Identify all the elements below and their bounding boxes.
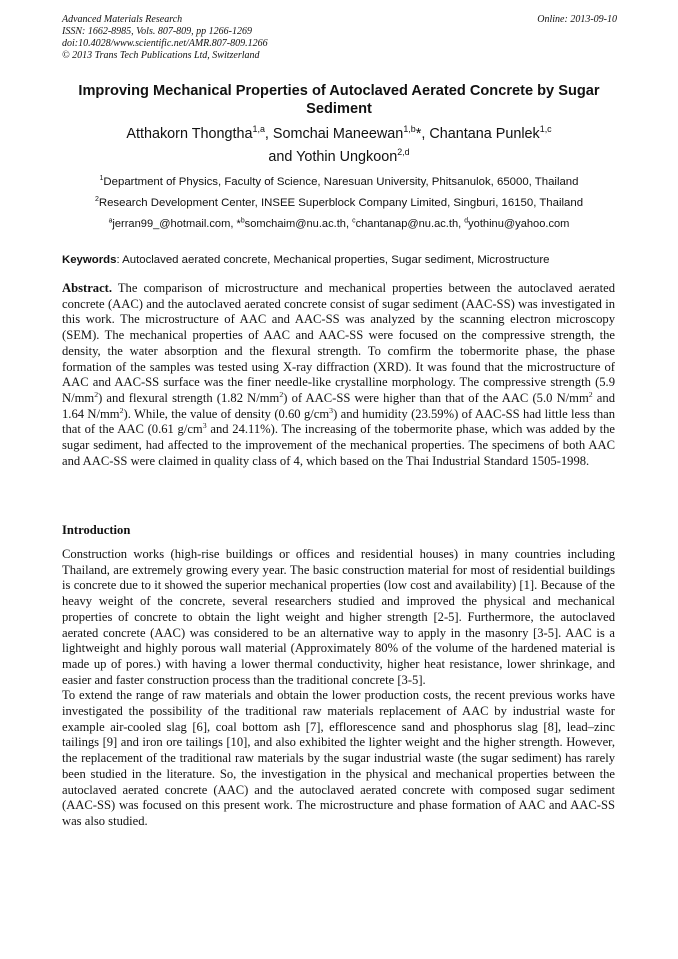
affiliation-number: 2 [94, 196, 99, 204]
keywords-line [62, 253, 618, 267]
abstract-text: The comparison of microstructure and mechanical properties between the autoclaved aerated concrete (AAC) and the autoclaved aerated concrete consist of sugar sediment (AAC-SS) was investigated in this work. The microstructure of AAC and AAC-SS was analyzed by the scanning electron microscopy (SEM). The mechanical properties of AAC and AAC-SS were focused on the compressive strength, the density, the water absorption and the flexural strength. To comfirm the tobermorite phase, the phase formation of the samples was tested using X-ray diffraction (XRD). It was found that the microstructure of AAC and AAC-SS surface was the finer needle-like crystalline morphology. The compressive strength (5.9 N/mm [62, 281, 615, 405]
introduction-paragraph: Construction works (high-rise buildings or offices and residential houses) in many countries including Thailand, are extremely growing every year. The basic construction material for most of residential buildings is concrete due to it showed the superior mechanical properties (low cost and availability) [1]. Because of the heavy weight of the concrete, several researchers studied and improved the physical and mechanical properties of concrete to obtain the light weight and higher strength [2-5]. Furthermore, the autoclaved aerated concrete (AAC) was considered to be an alternative way to apply in the masonry [3-5]. AAC is a lightweight and highly porous wall material (Approximately 80% of the volume of the hardened material is made up of pores.) with having a lower thermal conductivity, higher heat resistance, lower shrinkage, and easier and faster construction process than the traditional concrete [3-5]. [62, 547, 615, 687]
introduction-section [62, 547, 615, 830]
abstract-paragraph [62, 281, 615, 469]
email-mark: a [108, 217, 113, 225]
corresponding-author-mark: * [415, 126, 422, 142]
superscript: 3 [202, 421, 207, 431]
superscript: 2 [94, 389, 99, 399]
introduction-heading: Introduction [62, 523, 131, 537]
email-address[interactable]: chantanap@nu.ac.th, [355, 218, 465, 230]
affiliation-number: 1 [99, 175, 104, 183]
affiliation-2 [62, 196, 616, 210]
affiliation-1 [62, 175, 616, 189]
email-list [62, 217, 616, 231]
author-list [62, 123, 616, 169]
abstract-text: ) and humidity (23.59%) of AAC-SS had little less than that of the AAC (0.61 g/cm [62, 406, 616, 437]
abstract-text: and 1.64 N/mm [62, 390, 615, 421]
doi-line: doi:10.4028/www.scientific.net/AMR.807-809.1266 [62, 38, 268, 49]
abstract-label: Abstract. [62, 281, 113, 295]
email-mark: c [352, 217, 356, 225]
abstract-text: and 24.11%). The increasing of the tobermorite phase, which was added by the sugar sediment, had affected to the improvement of the mechanical properties. The specimens of both AAC and AAC-SS were claimed in quality class of 4, which based on the Thai Industrial Standard 1505-1998. [62, 422, 616, 468]
affiliation-text: Department of Physics, Faculty of Science, Naresuan University, Phitsanulok, 65000, Thailand [103, 176, 579, 188]
journal-header [62, 14, 617, 62]
superscript: 2 [588, 389, 593, 399]
author-conjunction: and [268, 149, 297, 165]
author-separator: , [421, 126, 430, 142]
email-address[interactable]: somchaim@nu.ac.th, [244, 218, 353, 230]
superscript: 2 [119, 405, 124, 415]
paper-title: Improving Mechanical Properties of Autoclaved Aerated Concrete by Sugar Sediment [78, 83, 600, 117]
email-mark: d [464, 217, 469, 225]
email-address[interactable]: jerran99_@hotmail.com, [112, 218, 237, 230]
author-affiliation-mark: 1,c [539, 124, 552, 135]
online-date: Online: 2013-09-10 [537, 14, 617, 25]
author-separator: , [264, 126, 273, 142]
author-affiliation-mark: 2,d [397, 147, 410, 158]
abstract-text: ) and flexural strength (1.82 N/mm [98, 390, 280, 405]
author-name: Atthakorn Thongtha [126, 126, 253, 142]
author-affiliation-mark: 1,b [403, 124, 416, 135]
affiliation-text: Research Development Center, INSEE Superblock Company Limited, Singburi, 16150, Thailand [98, 197, 584, 209]
corresponding-author-mark: * [236, 218, 241, 230]
issn-line: ISSN: 1662-8985, Vols. 807-809, pp 1266-1269 [62, 26, 252, 37]
email-address[interactable]: yothinu@yahoo.com [468, 218, 570, 230]
journal-name: Advanced Materials Research [62, 14, 183, 25]
copyright-line: © 2013 Trans Tech Publications Ltd, Switzerland [62, 50, 260, 61]
author-name: Yothin Ungkoon [296, 149, 398, 165]
author-name: Chantana Punlek [429, 126, 540, 142]
superscript: 2 [279, 389, 284, 399]
abstract-text: ). While, the value of density (0.60 g/cm [123, 406, 330, 421]
email-mark: b [240, 217, 245, 225]
keywords-label: Keywords [62, 254, 117, 266]
author-name: Somchai Maneewan [272, 126, 404, 142]
superscript: 3 [329, 405, 334, 415]
abstract-text: ) of AAC-SS were higher than that of the AAC (5.0 N/mm [283, 390, 589, 405]
keywords-text: : Autoclaved aerated concrete, Mechanical properties, Sugar sediment, Microstructure [116, 254, 550, 266]
author-affiliation-mark: 1,a [252, 124, 265, 135]
introduction-paragraph: To extend the range of raw materials and obtain the lower production costs, the recent previous works have investigated the possibility of the traditional raw materials replacement of AAC by industrial waste for example air-cooled slag [6], coal bottom ash [7], efflorescence sand and phosphorus slag [8], lead–zinc tailings [9] and iron ore tailings [10], and also exhibited the lighter weight and the higher strength. However, the replacement of the traditional raw materials by the sugar industrial waste (the sugar sediment) has rarely been studied in the literature. So, the investigation in the physical and mechanical properties between the autoclaved aerated concrete (AAC) and the autoclaved aerated concrete with composed sugar sediment (AAC-SS) was focused on this present work. The microstructure and phase formation of AAC and AAC-SS was also studied. [62, 688, 615, 828]
